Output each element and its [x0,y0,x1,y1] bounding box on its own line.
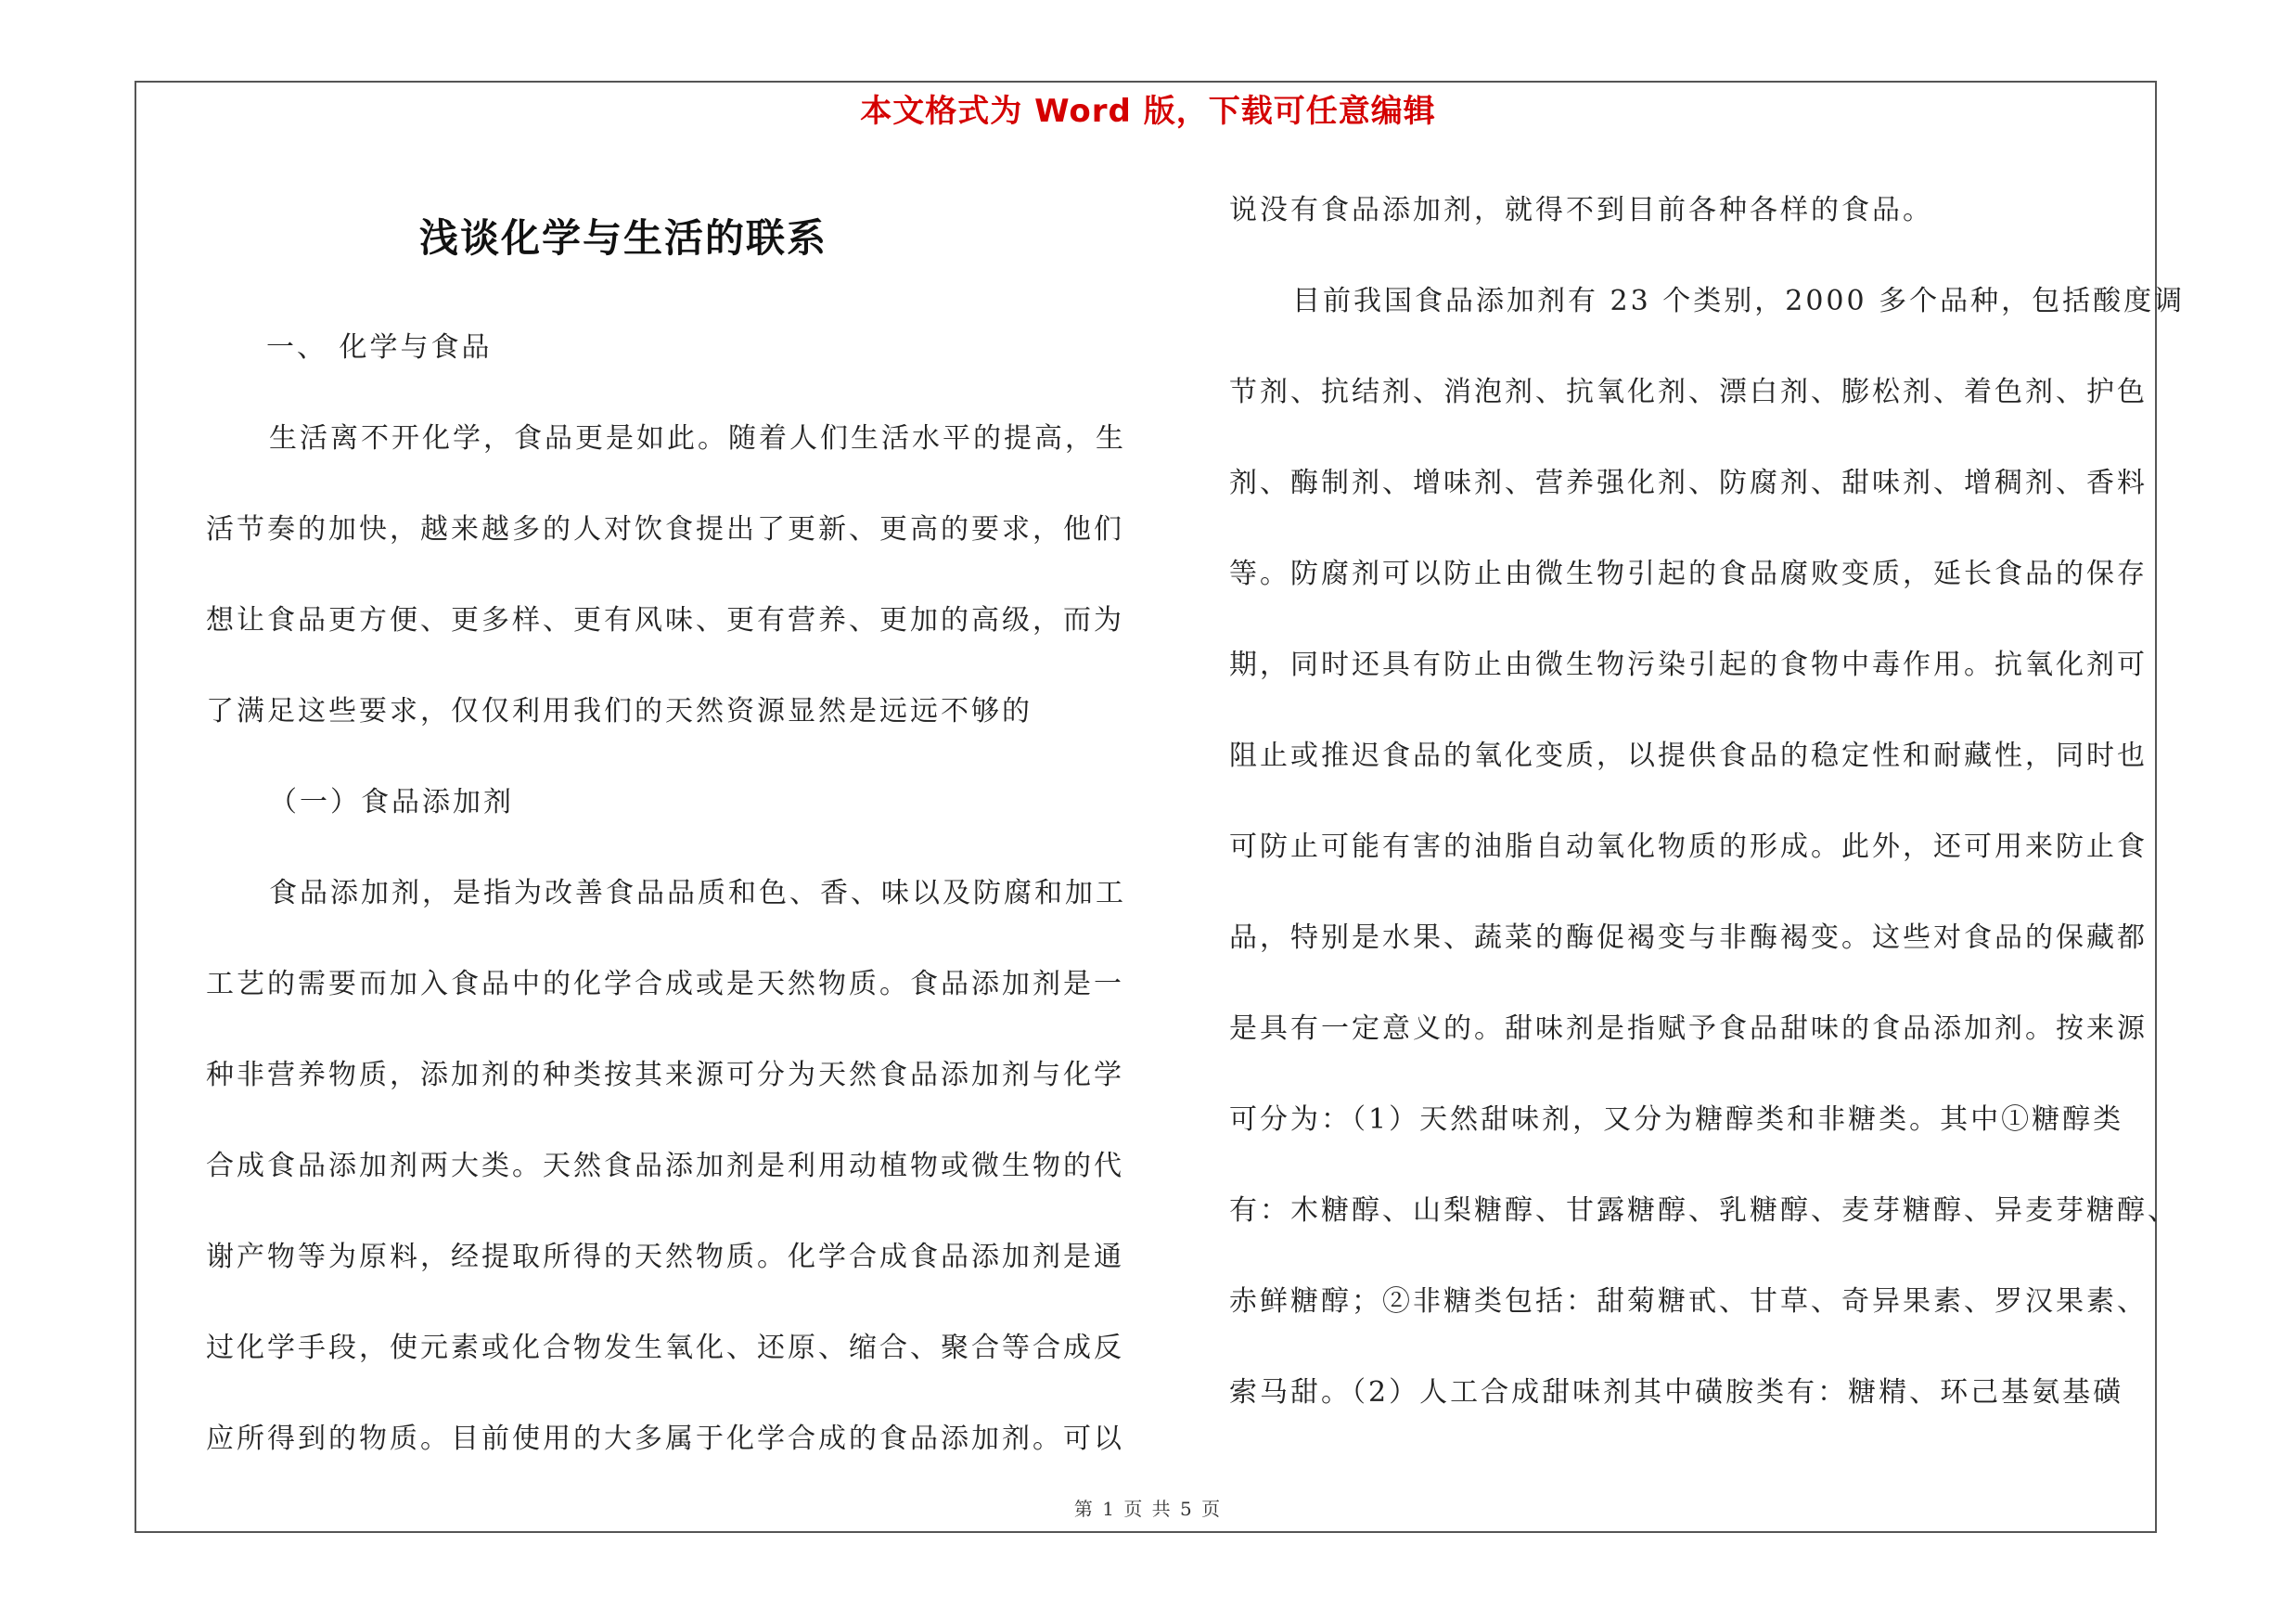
page-number: 第 1 页 共 5 页 [1073,1498,1223,1520]
paragraph-line: 品，特别是水果、蔬菜的酶促褐变与非酶褐变。这些对食品的保藏都 [1229,921,2148,954]
paragraph-line: 了满足这些要求，仅仅利用我们的天然资源显然是远远不够的 [206,695,1033,728]
paragraph-line: 工艺的需要而加入食品中的化学合成或是天然物质。食品添加剂是一 [206,968,1124,1000]
paragraph-line: 过化学手段，使元素或化合物发生氧化、还原、缩合、聚合等合成反 [206,1332,1124,1364]
paragraph-line: 可防止可能有害的油脂自动氧化物质的形成。此外，还可用来防止食 [1229,831,2148,863]
paragraph-line: 合成食品添加剂两大类。天然食品添加剂是利用动植物或微生物的代 [206,1150,1124,1182]
paragraph-line: 应所得到的物质。目前使用的大多属于化学合成的食品添加剂。可以 [206,1423,1124,1455]
paragraph-line: 阻止或推迟食品的氧化变质，以提供食品的稳定性和耐藏性，同时也 [1229,740,2148,772]
section-heading: 一、 化学与食品 [266,331,493,364]
subsection-heading: （一）食品添加剂 [269,786,514,818]
document-title: 浅谈化学与生活的联系 [419,215,828,261]
paragraph-line: 种非营养物质，添加剂的种类按其来源可分为天然食品添加剂与化学 [206,1059,1124,1091]
paragraph-line: 期，同时还具有防止由微生物污染引起的食物中毒作用。抗氧化剂可 [1229,649,2148,681]
paragraph-line: 目前我国食品添加剂有 23 个类别，2000 多个品种，包括酸度调 [1292,285,2186,317]
paragraph-line: 赤鲜糖醇；②非糖类包括：甜菊糖甙、甘草、奇异果素、罗汉果素、 [1229,1285,2148,1318]
paragraph-line: 等。防腐剂可以防止由微生物引起的食品腐败变质，延长食品的保存 [1229,558,2148,590]
paragraph-line: 说没有食品添加剂，就得不到目前各种各样的食品。 [1229,194,1933,226]
paragraph-line: 节剂、抗结剂、消泡剂、抗氧化剂、漂白剂、膨松剂、着色剂、护色 [1229,376,2148,408]
paragraph-line: 生活离不开化学，食品更是如此。随着人们生活水平的提高，生 [269,422,1126,455]
paragraph-line: 是具有一定意义的。甜味剂是指赋予食品甜味的食品添加剂。按来源 [1229,1012,2148,1045]
paragraph-line: 活节奏的加快，越来越多的人对饮食提出了更新、更高的要求，他们 [206,513,1124,546]
paragraph-line: 谢产物等为原料，经提取所得的天然物质。化学合成食品添加剂是通 [206,1241,1124,1273]
paragraph-line: 有：木糖醇、山梨糖醇、甘露糖醇、乳糖醇、麦芽糖醇、异麦芽糖醇、 [1229,1194,2178,1227]
format-notice: 本文格式为 Word 版，下载可任意编辑 [860,93,1436,130]
paragraph-line: 可分为：（1）天然甜味剂，又分为糖醇类和非糖类。其中①糖醇类 [1229,1103,2124,1136]
paragraph-line: 食品添加剂，是指为改善食品品质和色、香、味以及防腐和加工 [269,877,1126,909]
paragraph-line: 索马甜。（2）人工合成甜味剂其中磺胺类有：糖精、环己基氨基磺 [1229,1376,2124,1409]
paragraph-line: 剂、酶制剂、增味剂、营养强化剂、防腐剂、甜味剂、增稠剂、香料 [1229,467,2148,499]
paragraph-line: 想让食品更方便、更多样、更有风味、更有营养、更加的高级，而为 [206,604,1124,637]
